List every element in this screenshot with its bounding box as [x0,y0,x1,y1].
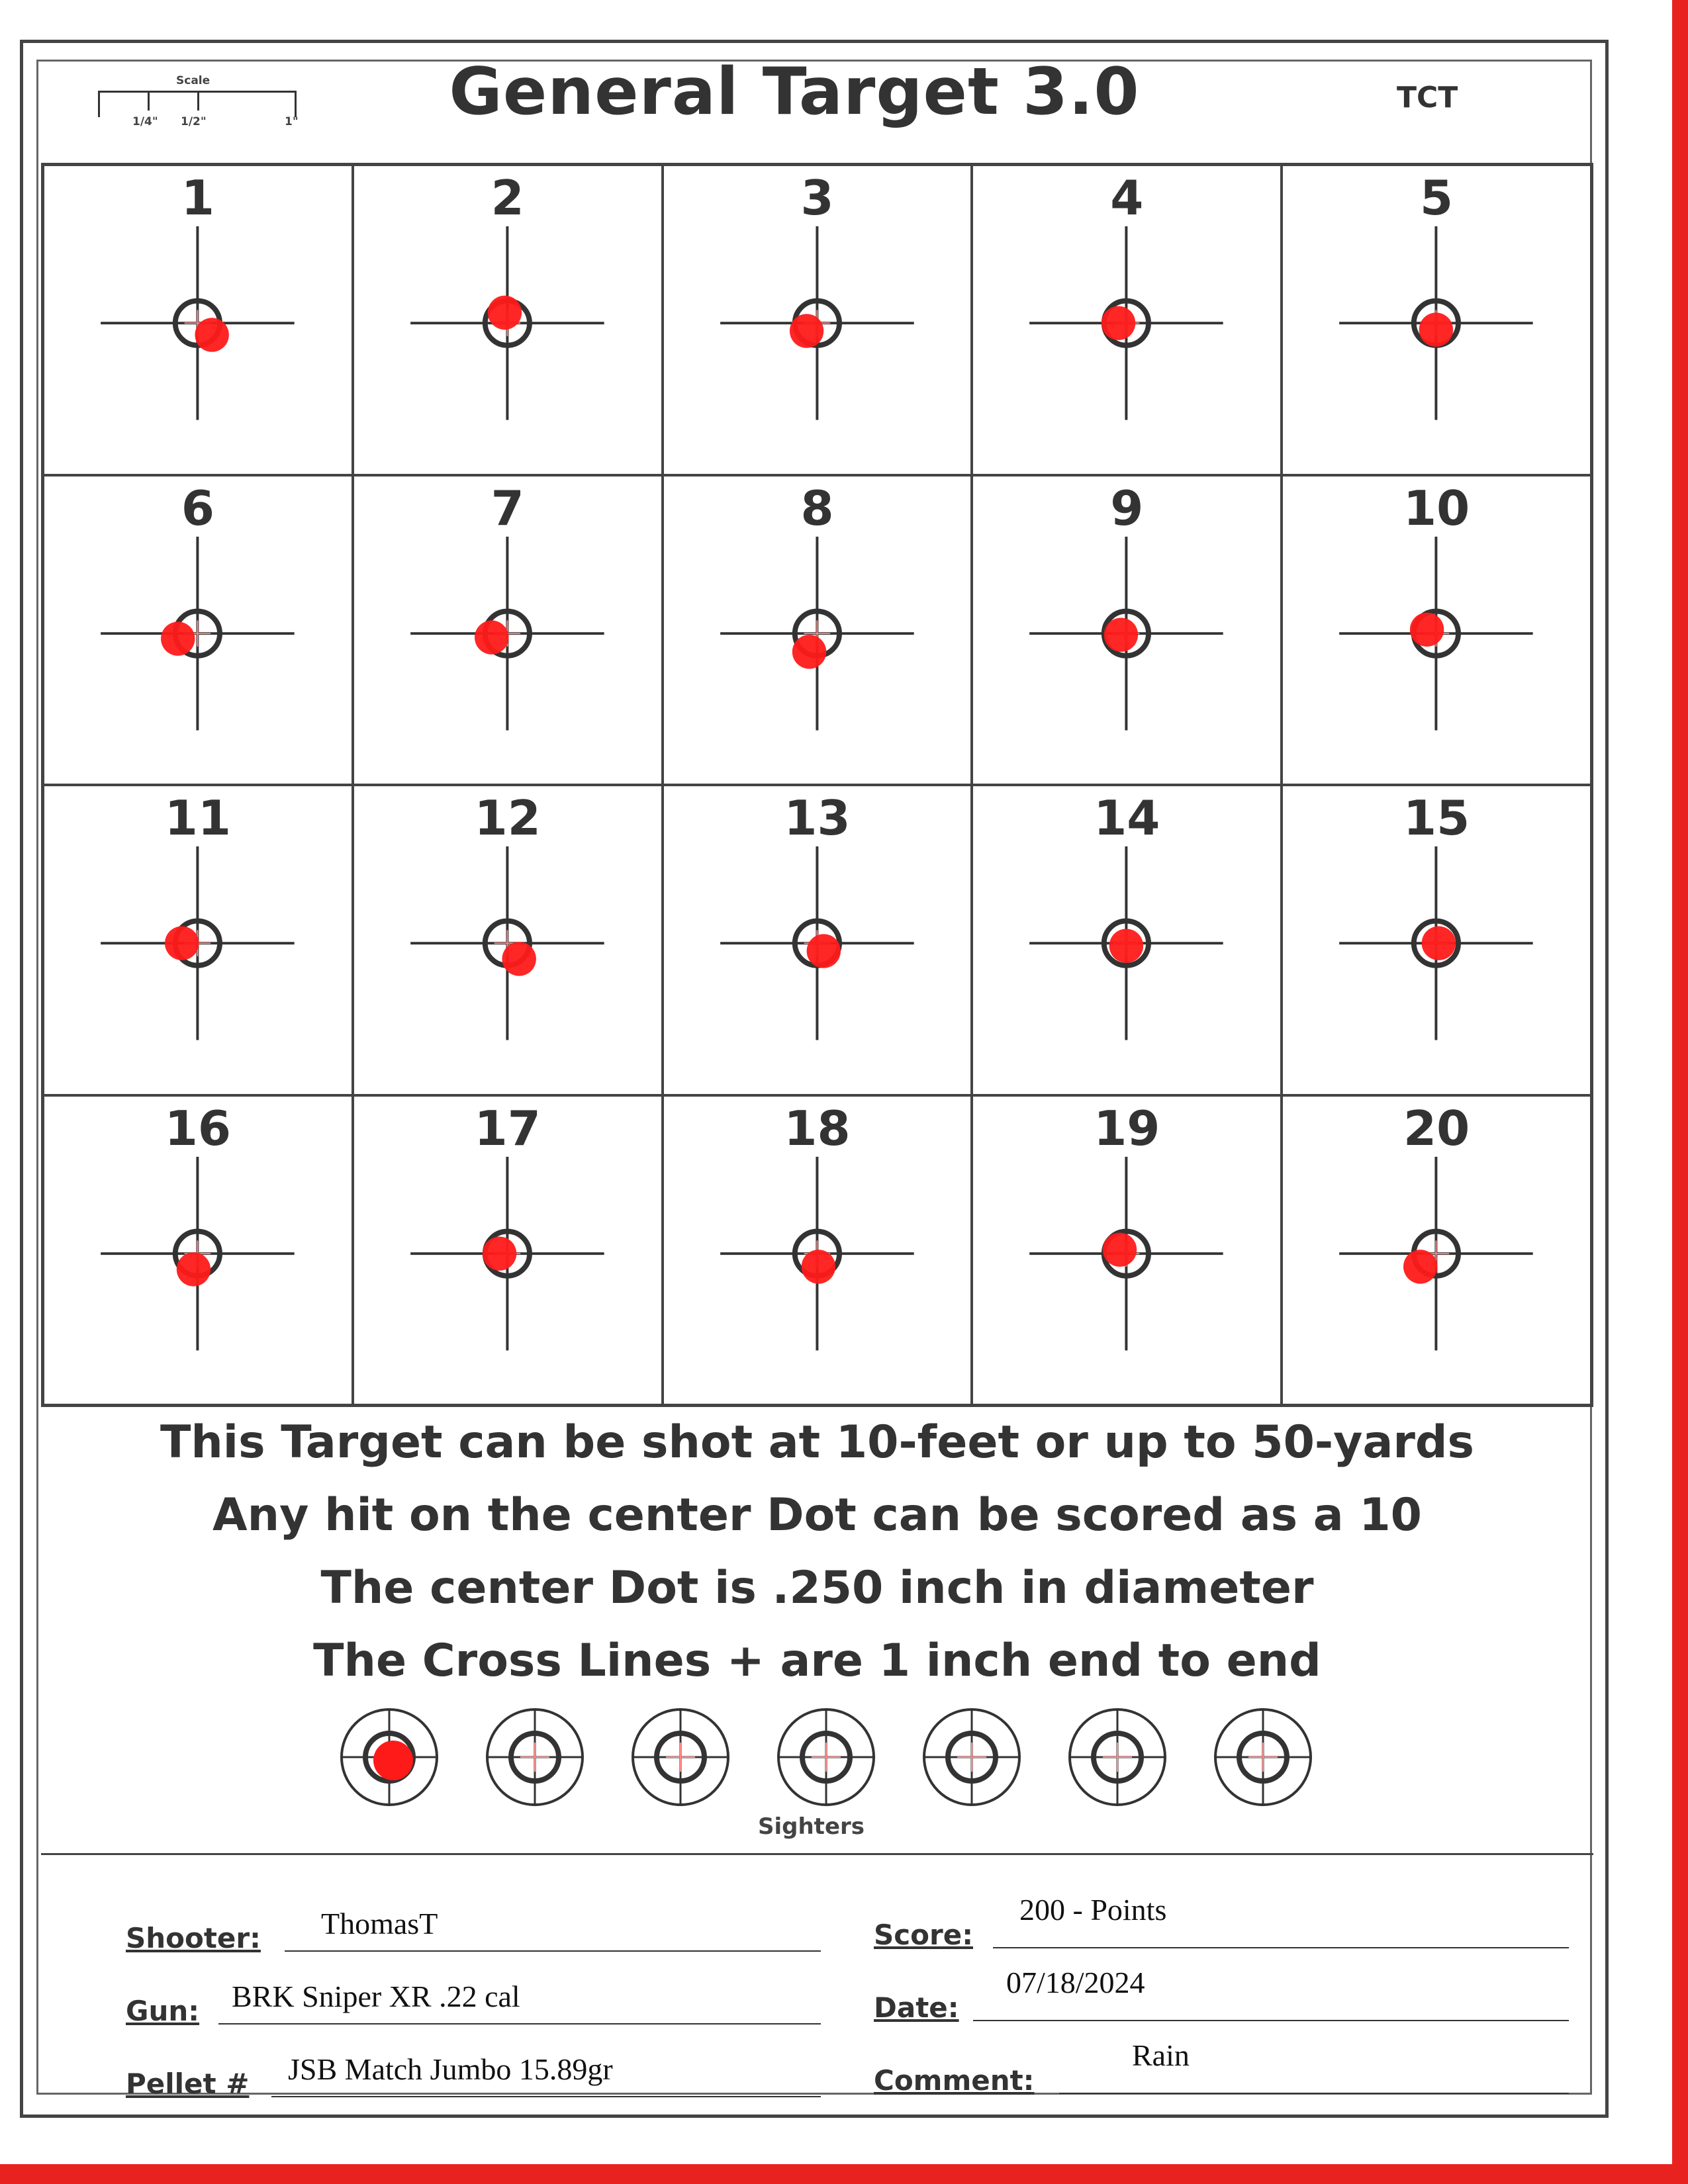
target-number: 2 [491,170,524,226]
crosshair-target [1283,166,1590,474]
sighter-row [0,1707,1589,1807]
crosshair-target [664,1097,971,1404]
rule-line-1: This Target can be shot at 10-feet or up to 50-yards [160,1416,1475,1469]
crosshair-target [973,786,1280,1094]
crosshair-target [44,786,352,1094]
target-number: 17 [474,1100,541,1156]
score-field[interactable] [874,1893,1569,1951]
target-cell [663,165,972,475]
red-edge-bottom [0,2164,1688,2184]
target-number: 11 [164,790,231,846]
date-field[interactable] [874,1966,1569,2024]
crosshair-target [354,166,661,474]
red-edge-right [1672,0,1688,2184]
pellet-hit [801,1250,835,1283]
pellet-hit [483,1236,516,1270]
pellet-hit [1109,929,1143,962]
crosshair-target [973,1097,1280,1404]
pellet-label: Pellet # [126,2068,250,2100]
crosshair-target [664,477,971,784]
target-number: 10 [1403,480,1470,536]
target-number: 7 [491,480,524,536]
pellet-hit [806,934,840,968]
target-number: 8 [800,480,834,536]
comment-line [1059,2093,1569,2094]
pellet-hit [1104,617,1138,651]
sighter-bull [633,1709,728,1805]
crosshair-target [1283,786,1590,1094]
pellet-hit [1410,612,1444,646]
gun-value: BRK Sniper XR .22 cal [232,1979,520,2013]
date-label: Date: [874,1991,959,2024]
rule-line-4: The Cross Lines + are 1 inch end to end [313,1635,1321,1687]
crosshair-target [354,786,661,1094]
pellet-hit [165,926,199,960]
target-cell [1282,165,1591,475]
score-line [993,1947,1569,1948]
sighters-label: Sighters [758,1813,865,1840]
target-cell [972,475,1282,786]
shooter-field[interactable] [126,1908,821,1954]
target-cell [663,1095,972,1406]
target-number: 1 [181,170,214,226]
comment-label: Comment: [874,2064,1035,2097]
sighter-bull [924,1709,1019,1805]
target-cell [972,1095,1282,1406]
crosshair-target [1283,477,1590,784]
target-number: 6 [181,480,214,536]
pellet-hit [475,620,508,654]
scale-label-quarter: 1/4" [132,115,158,128]
target-cell [1282,785,1591,1095]
target-cell [353,785,663,1095]
crosshair-target [664,166,971,474]
target-cell [353,475,663,786]
crosshair-target [973,166,1280,474]
target-number: 12 [474,790,541,846]
target-number: 14 [1094,790,1160,846]
pellet-field[interactable] [126,2054,821,2100]
pellet-hit [373,1741,413,1780]
target-number: 16 [164,1100,231,1156]
target-cell [353,165,663,475]
pellet-hit [161,621,195,655]
comment-value: Rain [1132,2038,1190,2072]
target-number: 15 [1403,790,1470,846]
target-number: 20 [1403,1100,1470,1156]
crosshair-target [664,786,971,1094]
target-number: 18 [784,1100,851,1156]
crosshair-target [354,1097,661,1404]
scale-label-inch: 1" [285,115,299,128]
target-cell [1282,1095,1591,1406]
target-number: 5 [1420,170,1454,226]
scale-label-half: 1/2" [181,115,207,128]
scale-title: Scale [176,74,211,87]
score-value: 200 - Points [1019,1893,1167,1927]
rule-line-3: The center Dot is .250 inch in diameter [320,1562,1314,1614]
shooter-label: Shooter: [126,1922,261,1954]
sighter-bull [1215,1709,1311,1805]
target-cell [663,785,972,1095]
target-cell [43,475,353,786]
target-cell [972,165,1282,475]
page-title: General Target 3.0 [449,54,1140,130]
pellet-hit [502,942,536,976]
rule-line-2: Any hit on the center Dot can be scored as a 10 [212,1489,1422,1541]
gun-line [218,2023,821,2025]
target-number: 3 [800,170,834,226]
pellet-hit [789,314,823,347]
crosshair-target [44,1097,352,1404]
brand-mark: TCT [1397,81,1458,114]
score-label: Score: [874,1919,973,1951]
target-number: 19 [1094,1100,1160,1156]
gun-field[interactable] [126,1981,821,2027]
crosshair-target [354,477,661,784]
shooter-line [285,1950,821,1952]
crosshair-target [44,477,352,784]
target-number: 13 [784,790,851,846]
crosshair-target [44,166,352,474]
target-cell [663,475,972,786]
gun-label: Gun: [126,1995,200,2027]
pellet-hit [792,635,825,668]
target-number: 9 [1110,480,1144,536]
pellet-hit [1102,306,1135,340]
pellet-value: JSB Match Jumbo 15.89gr [288,2052,613,2086]
date-line [973,2020,1569,2021]
date-value: 07/18/2024 [1006,1966,1145,1999]
pellet-hit [488,296,522,330]
pellet-hit [1403,1250,1437,1283]
target-cell [972,785,1282,1095]
sighter-bull [778,1709,874,1805]
target-cell [43,165,353,475]
target-number: 4 [1110,170,1144,226]
sighter-bull [487,1709,583,1805]
shooter-value: ThomasT [321,1907,438,1940]
target-cell [353,1095,663,1406]
crosshair-target [973,477,1280,784]
pellet-hit [1419,312,1453,346]
target-grid [41,163,1593,1407]
pellet-hit [177,1252,211,1286]
pellet-hit [1422,926,1456,960]
pellet-line [271,2096,821,2097]
target-cell [1282,475,1591,786]
comment-field[interactable] [874,2038,1569,2097]
target-cell [43,785,353,1095]
crosshair-target [1283,1097,1590,1404]
score-form [41,1853,1593,2100]
sighter-bull [342,1709,437,1805]
sighter-bull [1070,1709,1165,1805]
pellet-hit [195,318,228,351]
pellet-hit [1103,1232,1137,1266]
target-cell [43,1095,353,1406]
